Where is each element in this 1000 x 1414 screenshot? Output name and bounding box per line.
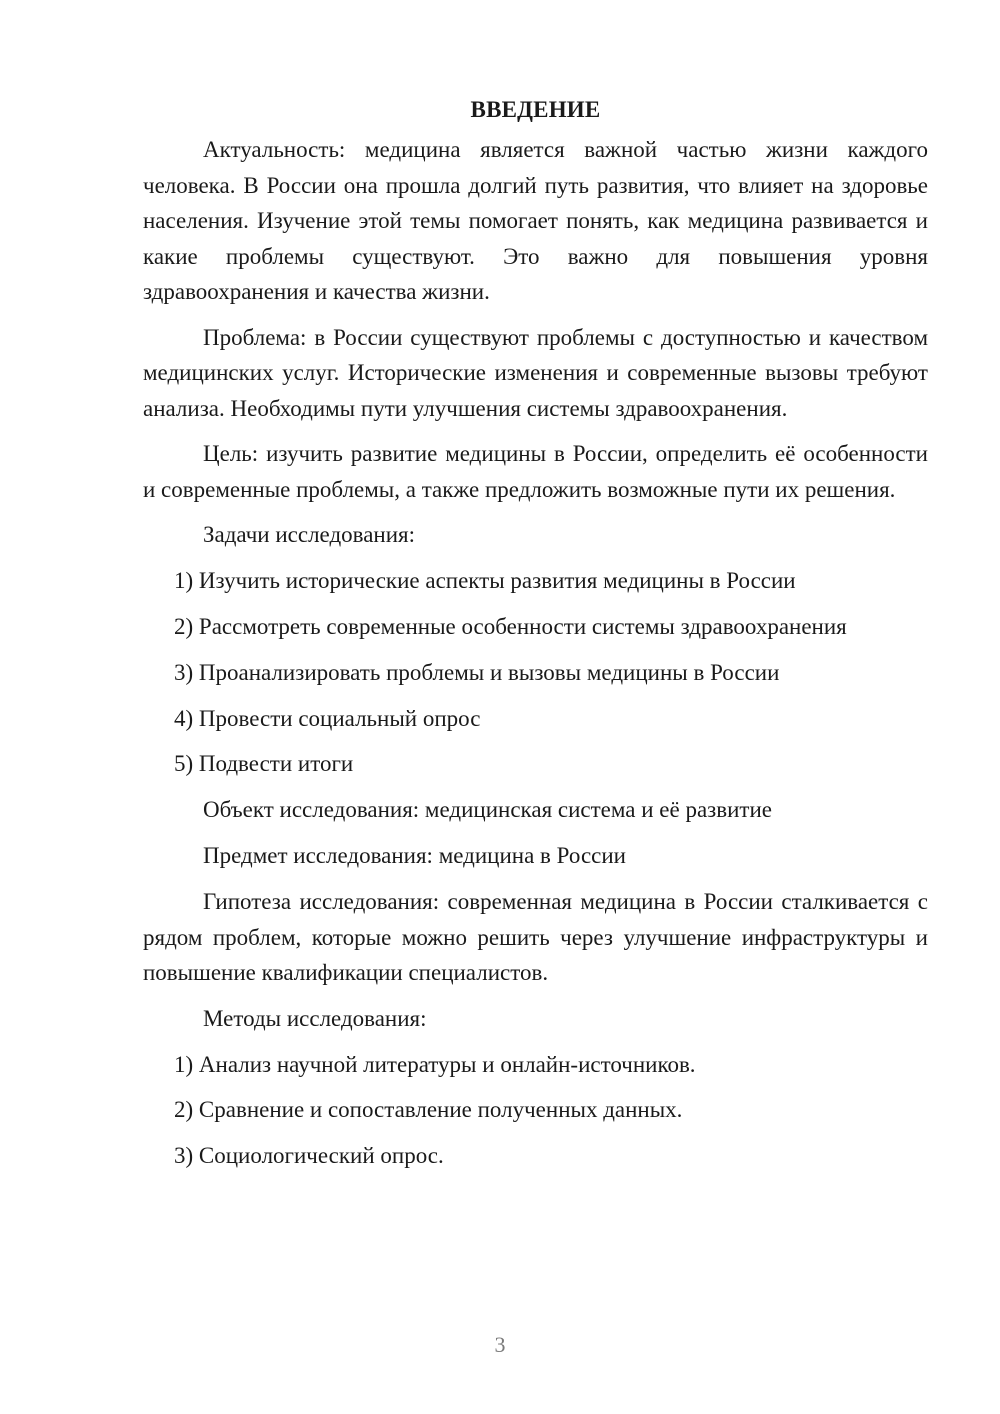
- method-item-1: 1) Анализ научной литературы и онлайн-источников.: [174, 1051, 696, 1077]
- task-item-2: 2) Рассмотреть современные особенности системы здравоохранения: [174, 613, 847, 639]
- methods-label: Методы исследования:: [203, 1005, 427, 1031]
- document-page: [143, 92, 928, 1184]
- research-subject: Предмет исследования: медицина в России: [203, 843, 626, 869]
- hypothesis-paragraph: Гипотеза исследования: современная медицина в России сталкивается с рядом проблем, которые можно решить через улучшение инфраструктуры и повышение квалификации специалистов.: [143, 889, 928, 986]
- task-item-5: 5) Подвести итоги: [174, 751, 354, 777]
- section-heading: ВВЕДЕНИЕ: [470, 97, 601, 122]
- method-item-3: 3) Социологический опрос.: [174, 1143, 444, 1169]
- task-item-1: 1) Изучить исторические аспекты развития медицины в России: [174, 567, 796, 593]
- method-item-2: 2) Сравнение и сопоставление полученных данных.: [174, 1097, 683, 1123]
- problem-paragraph: Проблема: в России существуют проблемы с доступностью и качеством медицинских услуг. Исторические изменения и современные вызовы требуют анализа. Необходимы пути улучшения системы здравоохранения.: [143, 324, 928, 421]
- task-item-4: 4) Провести социальный опрос: [174, 705, 481, 731]
- research-object: Объект исследования: медицинская система и её развитие: [203, 797, 772, 823]
- goal-paragraph: Цель: изучить развитие медицины в России, определить её особенности и современные проблемы, а также предложить возможные пути их решения.: [143, 441, 928, 502]
- page-number: 3: [494, 1332, 506, 1357]
- tasks-label: Задачи исследования:: [203, 522, 416, 547]
- relevance-paragraph: Актуальность: медицина является важной частью жизни каждого человека. В России она прошла долгий путь развития, что влияет на здоровье населения. Изучение этой темы помогает понять, как медицина развивается и какие проблемы существуют. Это важно для повышения уровня здравоохранения и качества жизни.: [143, 137, 928, 304]
- task-item-3: 3) Проанализировать проблемы и вызовы медицины в России: [174, 659, 780, 685]
